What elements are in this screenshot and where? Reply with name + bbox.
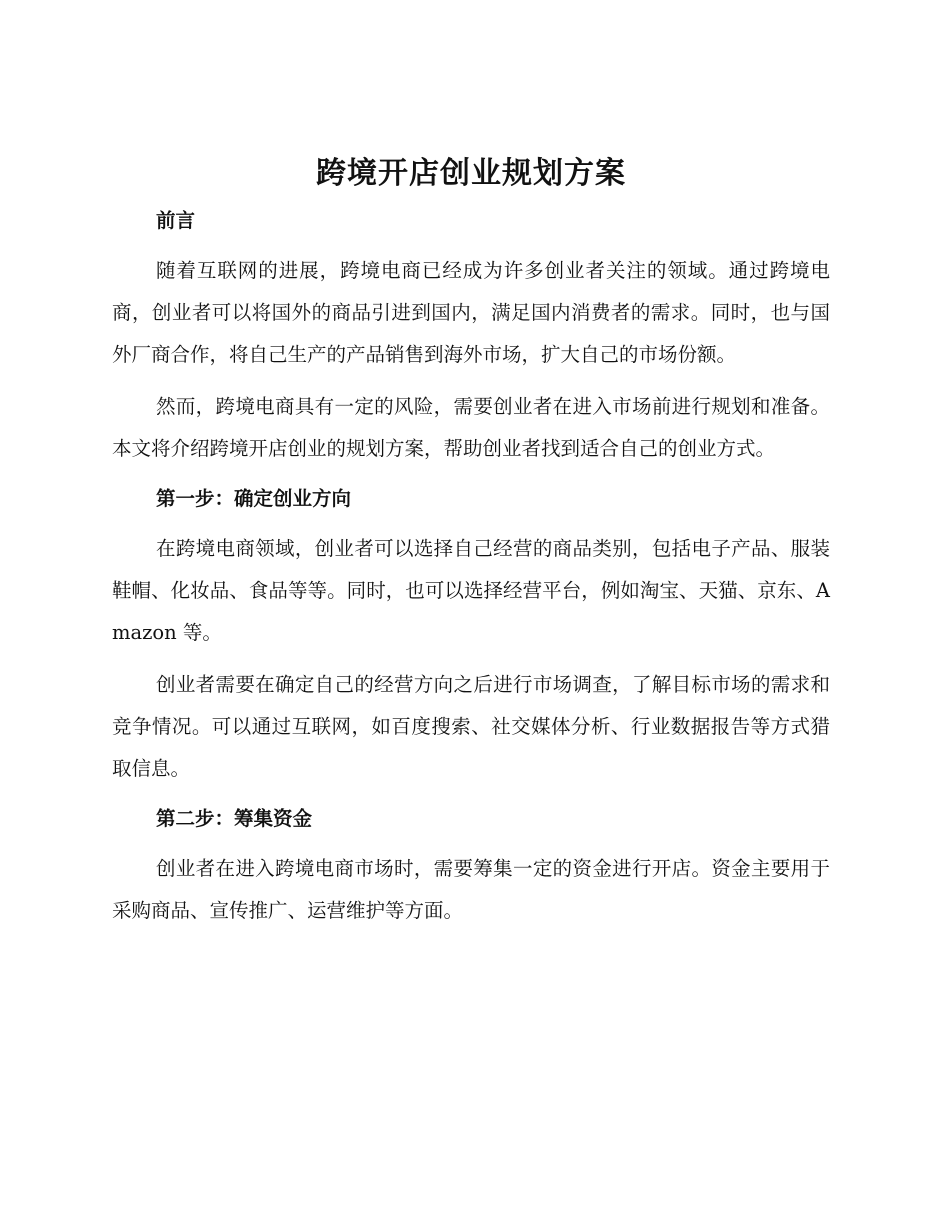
paragraph: 然而，跨境电商具有一定的风险，需要创业者在进入市场前进行规划和准备。本文将介绍跨境开店创业的规划方案，帮助创业者找到适合自己的创业方式。: [112, 395, 830, 460]
section-step-two: [112, 798, 830, 932]
paragraph: 创业者在进入跨境电商市场时，需要筹集一定的资金进行开店。资金主要用于采购商品、宣传推广、运营维护等方面。: [112, 857, 830, 922]
paragraph: 创业者需要在确定自己的经营方向之后进行市场调查，了解目标市场的需求和竞争情况。可以通过互联网，如百度搜索、社交媒体分析、行业数据报告等方式猎取信息。: [112, 673, 830, 780]
paragraph: 随着互联网的进展，跨境电商已经成为许多创业者关注的领域。通过跨境电商，创业者可以将国外的商品引进到国内，满足国内消费者的需求。同时，也与国外厂商合作，将自己生产的产品销售到海外市场，扩大自己的市场份额。: [112, 259, 830, 366]
document-body: [112, 148, 830, 932]
paragraph: 在跨境电商领域，创业者可以选择自己经营的商品类别，包括电子产品、服装鞋帽、化妆品、食品等等。同时，也可以选择经营平台，例如淘宝、天猫、京东、Amazon 等。: [112, 537, 830, 644]
section-preface: [112, 200, 830, 470]
section-heading: 第一步：确定创业方向: [156, 487, 352, 510]
section-heading: 前言: [156, 209, 196, 232]
section-heading: 第二步：筹集资金: [156, 807, 313, 830]
document-title: 跨境开店创业规划方案: [316, 156, 626, 191]
section-step-one: [112, 478, 830, 790]
